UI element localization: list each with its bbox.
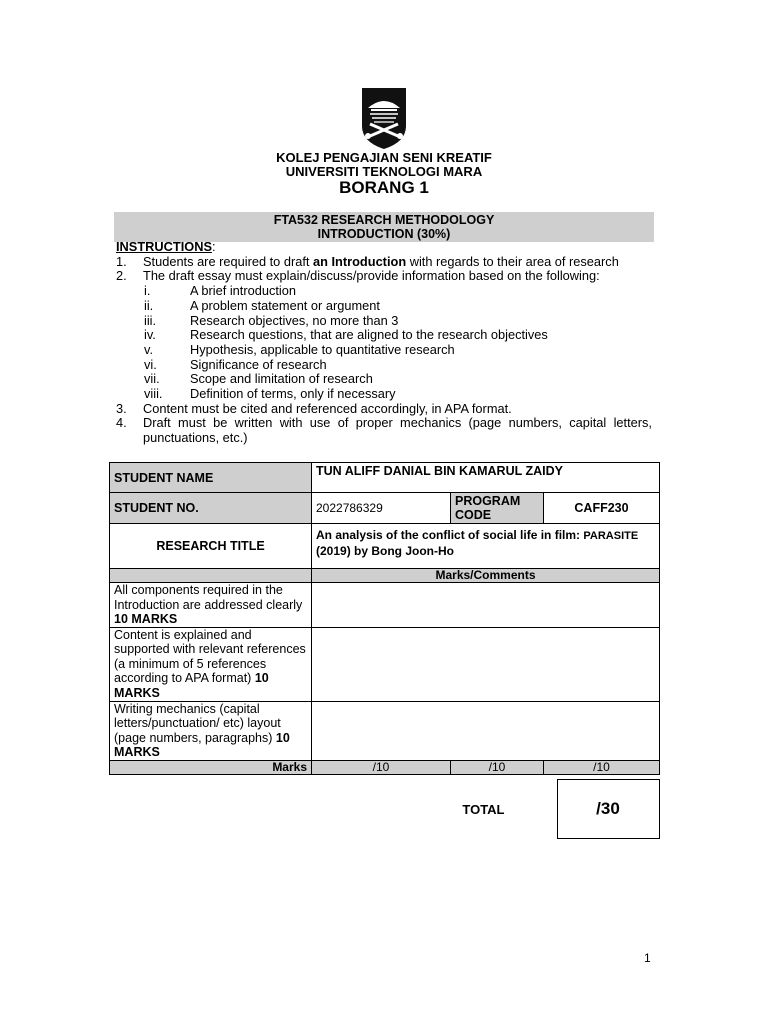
instructions-section bbox=[116, 240, 652, 446]
research-title-value: An analysis of the conflict of social life in film: PARASITE (2019) by Bong Joon-Ho bbox=[312, 524, 660, 569]
total-label: TOTAL bbox=[462, 801, 505, 817]
university-name: UNIVERSITI TEKNOLOGI MARA bbox=[285, 164, 483, 179]
student-name-row bbox=[110, 463, 660, 493]
marks-out-of: /10 bbox=[544, 760, 660, 774]
criterion-comment-cell[interactable] bbox=[312, 627, 660, 701]
instruction-subitem: vii. Scope and limitation of research bbox=[144, 371, 373, 387]
marks-label: Marks bbox=[110, 760, 312, 774]
research-title-row bbox=[110, 524, 660, 569]
course-code-title: FTA532 RESEARCH METHODOLOGY bbox=[273, 213, 495, 227]
uitm-crest-logo bbox=[358, 86, 410, 150]
student-name-label: STUDENT NAME bbox=[110, 463, 312, 493]
criterion-comment-cell[interactable] bbox=[312, 583, 660, 628]
assessment-title: INTRODUCTION (30%) bbox=[317, 227, 451, 241]
criterion-text: All components required in the Introduction are addressed clearly 10 MARKS bbox=[110, 583, 312, 628]
total-table bbox=[109, 779, 660, 839]
marks-out-of: /10 bbox=[451, 760, 544, 774]
instructions-heading: INSTRUCTIONS: bbox=[116, 239, 216, 254]
student-no-label: STUDENT NO. bbox=[110, 493, 312, 524]
criterion-text: Writing mechanics (capital letters/punctuation/ etc) layout (page numbers, paragraphs) 10 MARKS bbox=[110, 701, 312, 760]
instruction-subitem: vi. Significance of research bbox=[144, 356, 327, 372]
instruction-subitem: iii. Research objectives, no more than 3 bbox=[144, 312, 399, 328]
instruction-subitem: i. A brief introduction bbox=[144, 283, 296, 299]
marks-row bbox=[110, 760, 660, 774]
instruction-subitem: iv. Research questions, that are aligned to the research objectives bbox=[144, 327, 548, 343]
criterion-row bbox=[110, 701, 660, 760]
program-code-label: PROGRAM CODE bbox=[451, 493, 544, 524]
marks-comments-header-row bbox=[110, 569, 660, 583]
instruction-subitem: v. Hypothesis, applicable to quantitative research bbox=[144, 341, 455, 357]
instruction-item: 1. Students are required to draft an Introduction with regards to their area of research bbox=[116, 253, 619, 269]
instruction-subitem: viii. Definition of terms, only if necessary bbox=[144, 386, 396, 402]
marks-out-of: /10 bbox=[312, 760, 451, 774]
course-banner bbox=[114, 212, 654, 242]
criterion-text: Content is explained and supported with relevant references (a minimum of 5 references according to APA format) 10 MARKS bbox=[110, 627, 312, 701]
instruction-item: 4. Draft must be written with use of proper mechanics (page numbers, capital letters, punctuations, etc.) bbox=[116, 415, 652, 446]
program-code-value: CAFF230 bbox=[544, 493, 660, 524]
instruction-item: 3. Content must be cited and referenced accordingly, in APA format. bbox=[116, 400, 512, 416]
assessment-form-table bbox=[109, 462, 660, 775]
marks-comments-header: Marks/Comments bbox=[312, 569, 660, 583]
student-name-value: TUN ALIFF DANIAL BIN KAMARUL ZAIDY bbox=[312, 463, 660, 493]
college-name: KOLEJ PENGAJIAN SENI KREATIF bbox=[276, 150, 492, 165]
criterion-row bbox=[110, 627, 660, 701]
instruction-item: 2. The draft essay must explain/discuss/provide information based on the following: bbox=[116, 268, 600, 284]
criterion-row bbox=[110, 583, 660, 628]
student-no-row bbox=[110, 493, 660, 524]
research-title-label: RESEARCH TITLE bbox=[110, 524, 312, 569]
instruction-subitem: ii. A problem statement or argument bbox=[144, 297, 380, 313]
total-value: /30 bbox=[557, 780, 659, 839]
form-title: BORANG 1 bbox=[339, 178, 429, 197]
page-number: 1 bbox=[644, 951, 651, 965]
criterion-comment-cell[interactable] bbox=[312, 701, 660, 760]
student-no-value: 2022786329 bbox=[312, 493, 451, 524]
